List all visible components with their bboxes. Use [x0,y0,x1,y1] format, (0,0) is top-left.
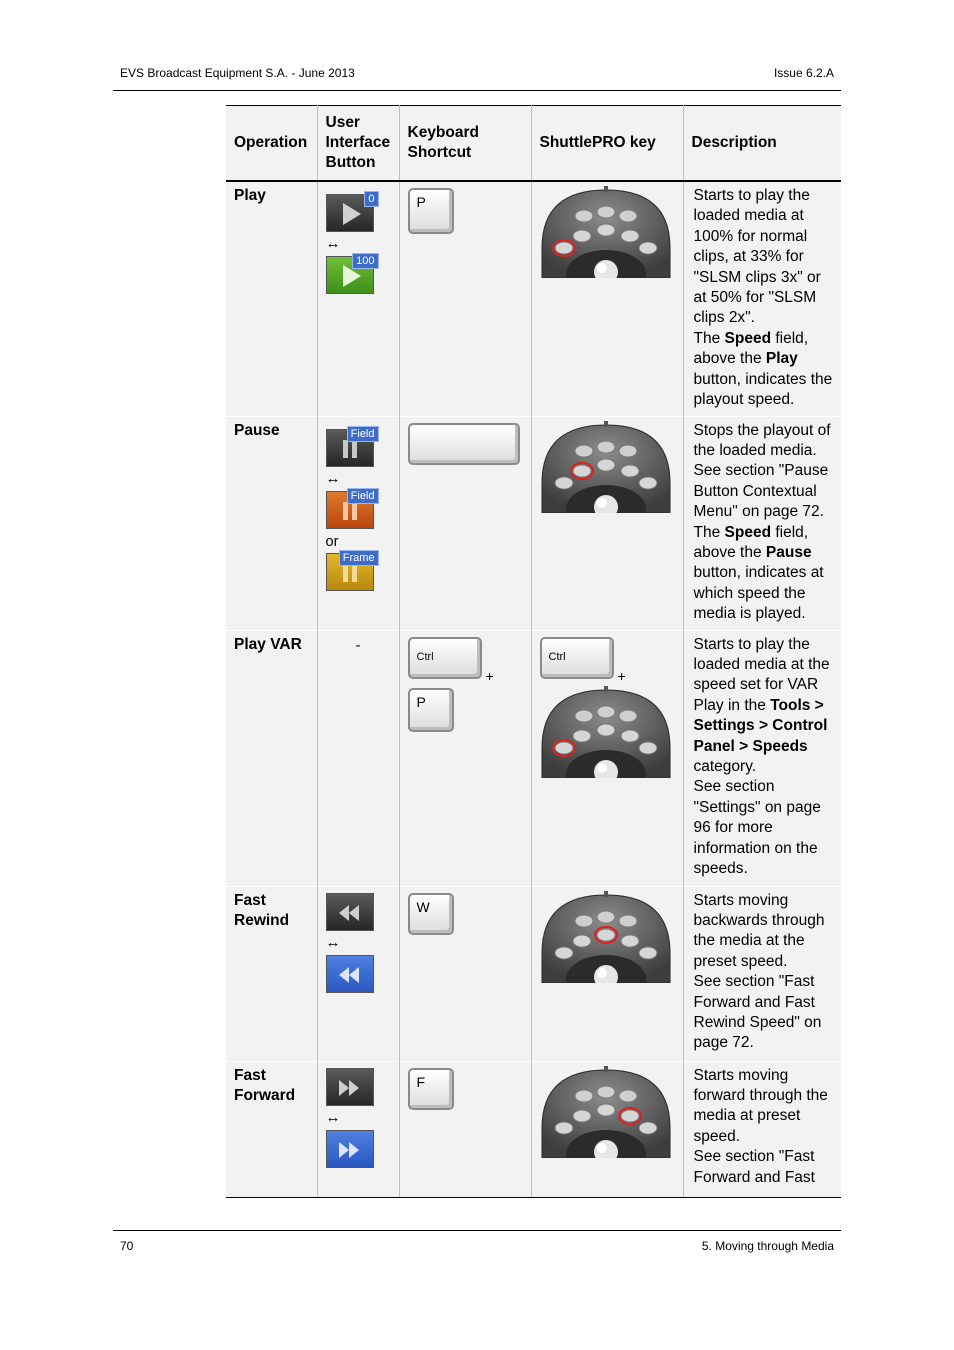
desc-text: See section "Fast Forward and Fast Rewind Speed" on page 72. [693,973,822,1052]
key-label: Ctrl [416,650,434,663]
key-label: P [416,194,426,210]
shuttlepro-icon [540,186,672,278]
desc-text: button, indicates the playout speed. [693,370,833,409]
header-left: EVS Broadcast Equipment S.A. - June 2013 [120,66,355,80]
key-label: F [416,1073,426,1090]
shuttle-cell-fast-forward [531,1061,683,1197]
play-badge: 0 [364,191,378,207]
page-footer [113,1230,841,1255]
arrow-icon: ↔ [325,933,341,951]
no-button-dash: - [355,636,361,654]
keyboard-cell-fast-forward [399,1061,531,1197]
desc-bold: Speed [724,329,772,347]
description-fast-rewind [683,886,841,1061]
play-icon [337,203,363,225]
desc-text: See section "Fast Forward and Fast [693,1148,815,1186]
desc-text: Starts moving backwards through the media at the preset speed. [693,891,825,970]
description-pause [683,416,841,630]
desc-bold: Speed [724,523,772,541]
operation-play-var: Play VAR [226,630,317,886]
or-label: or [325,533,339,550]
desc-text: field, above the [693,523,809,561]
pause-frame-button-image [326,553,374,591]
keyboard-cell-pause [399,416,531,630]
keyboard-cell-fast-rewind [399,886,531,1061]
desc-text: Stops the playout of the loaded media. See section "Pause Button Contextual Menu" on page 72. [693,421,831,521]
shuttle-cell-fast-rewind [531,886,683,1061]
operation-pause: Pause [226,416,317,630]
key-space [408,423,520,465]
keyboard-cell-play-var [399,630,531,886]
shuttlepro-icon [540,421,672,513]
shuttlepro-icon [540,891,672,983]
header-right: Issue 6.2.A [773,66,834,80]
shuttle-cell-pause [531,416,683,630]
key-w [408,893,454,935]
desc-bold: Pause [765,543,812,561]
play-active-button-image [326,256,374,294]
forward-active-button-image [326,1130,374,1168]
rewind-icon [337,902,363,924]
ui-cell-fast-rewind [317,886,399,1061]
description-fast-forward [683,1061,841,1197]
key-label: W [416,898,430,915]
desc-bold: Tools > Settings > Control Panel > Speeds [693,696,828,755]
rewind-icon [337,964,363,986]
col-description: Description [683,106,841,182]
arrow-icon: ↔ [325,1108,341,1126]
operations-table [226,105,841,1198]
desc-text: Starts to play the loaded media at 100% for normal clips, at 33% for "SLSM clips 3x" or at 50% for "SLSM clips 2x". [693,187,821,327]
key-ctrl [408,637,482,679]
key-label: Ctrl [548,650,566,663]
key-p [408,688,454,732]
ui-cell-fast-forward [317,1061,399,1197]
shuttle-cell-play [531,181,683,416]
operation-play: Play [226,181,317,416]
table-row [226,886,841,1061]
col-ui-button: User Interface Button [317,106,399,182]
shuttlepro-icon [540,1066,672,1158]
plus-sign: + [617,667,626,684]
col-operation: Operation [226,106,317,182]
arrow-icon: ↔ [325,469,341,487]
table-row [226,630,841,886]
fast-forward-icon [337,1139,363,1161]
arrow-icon: ↔ [325,235,341,252]
shuttlepro-icon [540,686,672,778]
description-play-var [683,630,841,886]
chapter-title: 5. Moving through Media [701,1239,834,1253]
key-ctrl [540,637,614,679]
fast-forward-icon [337,1077,363,1099]
desc-text: category. [693,757,757,775]
col-keyboard: Keyboard Shortcut [399,106,531,182]
desc-text: field, above the [693,329,809,368]
desc-text: Starts to play the loaded media at the speed set for VAR Play in the [693,635,830,714]
ui-cell-play [317,181,399,416]
key-label: P [416,693,426,710]
operation-fast-forward: Fast Forward [226,1061,317,1197]
table-row [226,181,841,416]
rewind-button-image [326,893,374,931]
page-header [113,64,841,91]
pause-badge: Field [347,426,379,442]
pause-active-badge: Field [347,488,379,504]
table-row [226,1061,841,1197]
operation-fast-rewind: Fast Rewind [226,886,317,1061]
key-f [408,1068,454,1110]
plus-sign: + [485,667,494,684]
table-row [226,416,841,630]
pause-button-image [326,429,374,467]
desc-text: Starts moving forward through the media at preset speed. [693,1066,828,1145]
pause-frame-badge: Frame [339,550,379,566]
keyboard-cell-play [399,181,531,416]
play-button-image [326,194,374,232]
table-header-row [226,106,841,182]
col-shuttlepro: ShuttlePRO key [531,106,683,182]
ui-cell-play-var [317,630,399,886]
key-p [408,188,454,234]
shuttle-cell-play-var [531,630,683,886]
ui-cell-pause [317,416,399,630]
forward-button-image [326,1068,374,1106]
desc-text: See section "Settings" on page 96 for more information on the speeds. [693,778,821,877]
desc-text: button, indicates at which speed the media is played. [693,564,824,623]
desc-text: The [693,523,725,541]
play-active-badge: 100 [352,253,378,269]
desc-bold: Play [765,350,798,368]
pause-active-button-image [326,491,374,529]
description-play [683,181,841,416]
rewind-active-button-image [326,955,374,993]
page-number: 70 [120,1239,134,1253]
desc-text: The [693,329,725,347]
